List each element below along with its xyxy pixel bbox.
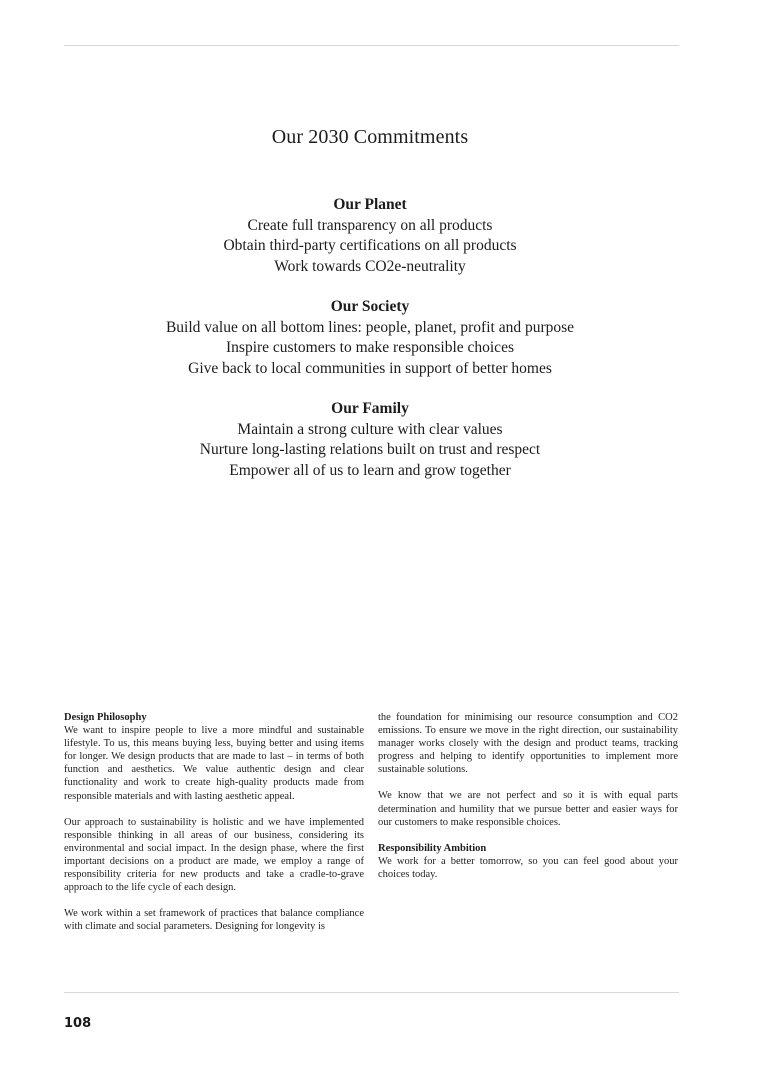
commitment-item: Maintain a strong culture with clear values [237,420,503,438]
commitment-group-family [0,399,740,481]
responsibility-ambition-section [378,842,678,881]
left-column [64,711,364,946]
commitment-item: Obtain third-party certifications on all products [223,237,517,254]
commitment-group-society [0,297,740,379]
commitment-item: Give back to local communities in support of better homes [188,359,552,377]
paragraph: We know that we are not perfect and so it is with equal parts determination and humility that we pursue better and easier ways for our customers to make responsible choices. [378,790,678,828]
section-heading: Design Philosophy [64,712,147,723]
page-number: 108 [64,1016,92,1031]
section-heading: Responsibility Ambition [378,842,487,854]
commitment-item: Inspire customers to make responsible choices [226,339,514,356]
commitment-item: Work towards CO2e-neutrality [274,257,466,275]
group-title: Our Planet [333,196,407,213]
paragraph: We work for a better tomorrow, so you can feel good about your choices today. [378,855,678,880]
page-title: Our 2030 Commitments [271,126,469,148]
commitment-item: Empower all of us to learn and grow together [229,461,511,479]
commitment-item: Create full transparency on all products [247,216,493,234]
paragraph: We want to inspire people to live a more mindful and sustainable lifestyle. To us, this means buying less, buying better and using items for longer. We design products that are made to last – in terms of both function and aesthetics. We value authentic design and clear functionality and work to create high-quality products made from responsible materials and with lasting aesthetic appeal. [64,725,364,802]
bottom-divider [64,992,679,993]
commitments-list [0,195,740,501]
group-title: Our Family [331,400,409,417]
right-column [378,711,678,894]
top-divider [64,45,679,46]
paragraph: Our approach to sustainability is holistic and we have implemented responsible thinking in all areas of our business, considering its environmental and social impact. In the design phase, where the first important decisions on a product are made, we employ a range of responsibility criteria for new products and take a cradle-to-grave approach to the life cycle of each design. [64,816,364,894]
commitment-group-planet [0,195,740,277]
paragraph: We work within a set framework of practices that balance compliance with climate and social parameters. Designing for longevity is [64,908,364,933]
paragraph: the foundation for minimising our resource consumption and CO2 emissions. To ensure we move in the right direction, our sustainability manager works closely with the design and product teams, tracking progress and helping to identify opportunities to implement more sustainable solutions. [378,712,678,776]
commitment-item: Nurture long-lasting relations built on trust and respect [199,441,541,458]
commitment-item: Build value on all bottom lines: people, planet, profit and purpose [165,318,575,336]
group-title: Our Society [330,298,410,315]
design-philosophy-section [64,711,364,803]
